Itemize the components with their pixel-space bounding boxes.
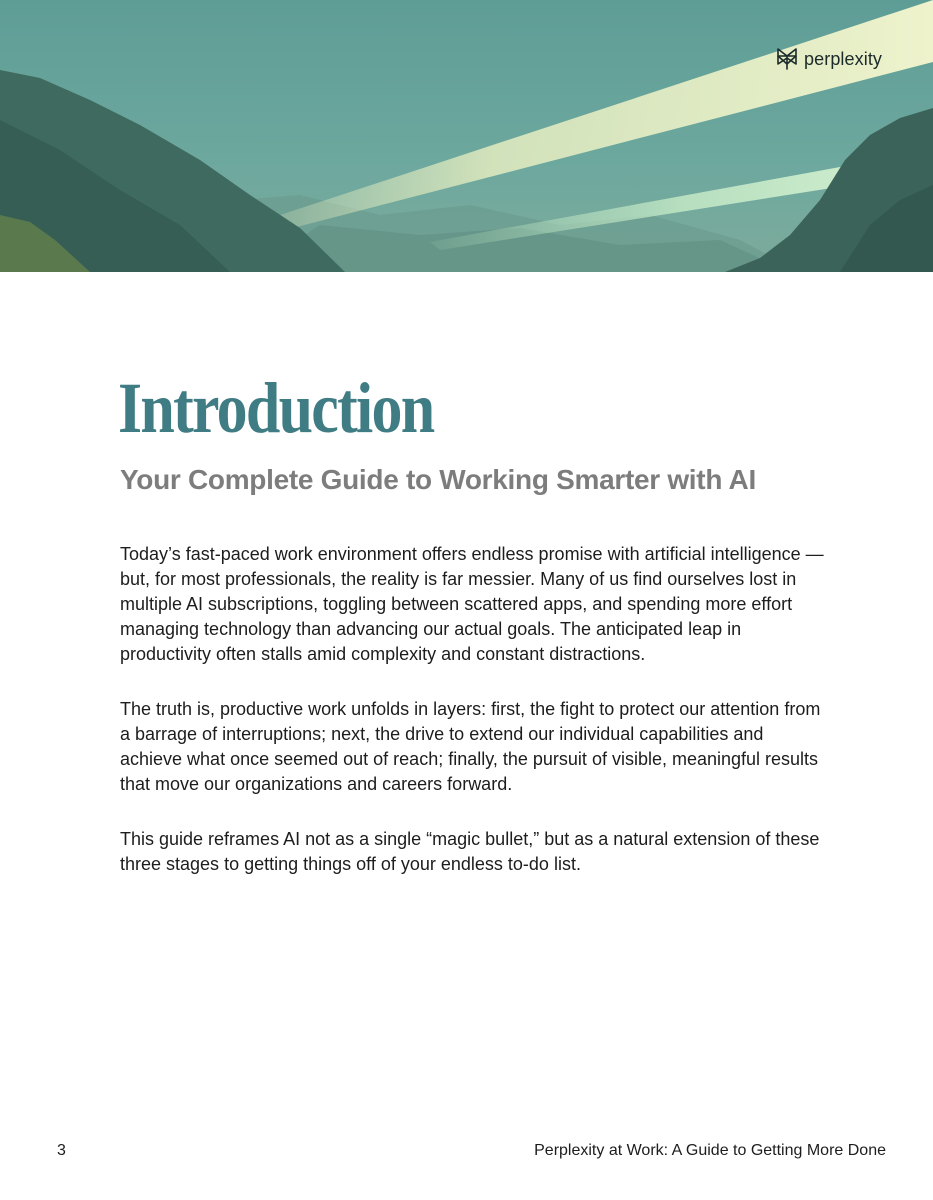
- body-text: [120, 542, 830, 907]
- paragraph-1: Today’s fast-paced work environment offers endless promise with artificial intelligence —but, for most professionals, the reality is far messier. Many of us find ourselves lost in multiple AI subscriptions, toggling between scattered apps, and spending more effort managing technology than advancing our actual goals. The anticipated leap in productivity often stalls amid complexity and constant distractions.: [120, 544, 824, 664]
- page-number: 3: [57, 1142, 66, 1159]
- brand-logo-text: perplexity: [804, 49, 883, 69]
- header-image: [0, 0, 933, 272]
- paragraph-2: The truth is, productive work unfolds in layers: first, the fight to protect our attention from a barrage of interruptions; next, the drive to extend our individual capabilities and achieve what once seemed out of reach; finally, the pursuit of visible, meaningful results that move our organizations and careers forward.: [120, 699, 821, 794]
- perplexity-logo-icon: [776, 47, 798, 71]
- page-subtitle: Your Complete Guide to Working Smarter with AI: [120, 464, 756, 495]
- paragraph-3: This guide reframes AI not as a single “magic bullet,” but as a natural extension of these three stages to getting things off of your endless to-do list.: [120, 829, 820, 874]
- brand-logo: [776, 47, 882, 71]
- page-title: Introduction: [118, 368, 434, 448]
- footer-document-title: Perplexity at Work: A Guide to Getting More Done: [534, 1142, 886, 1159]
- mountain-landscape-image: [0, 0, 933, 272]
